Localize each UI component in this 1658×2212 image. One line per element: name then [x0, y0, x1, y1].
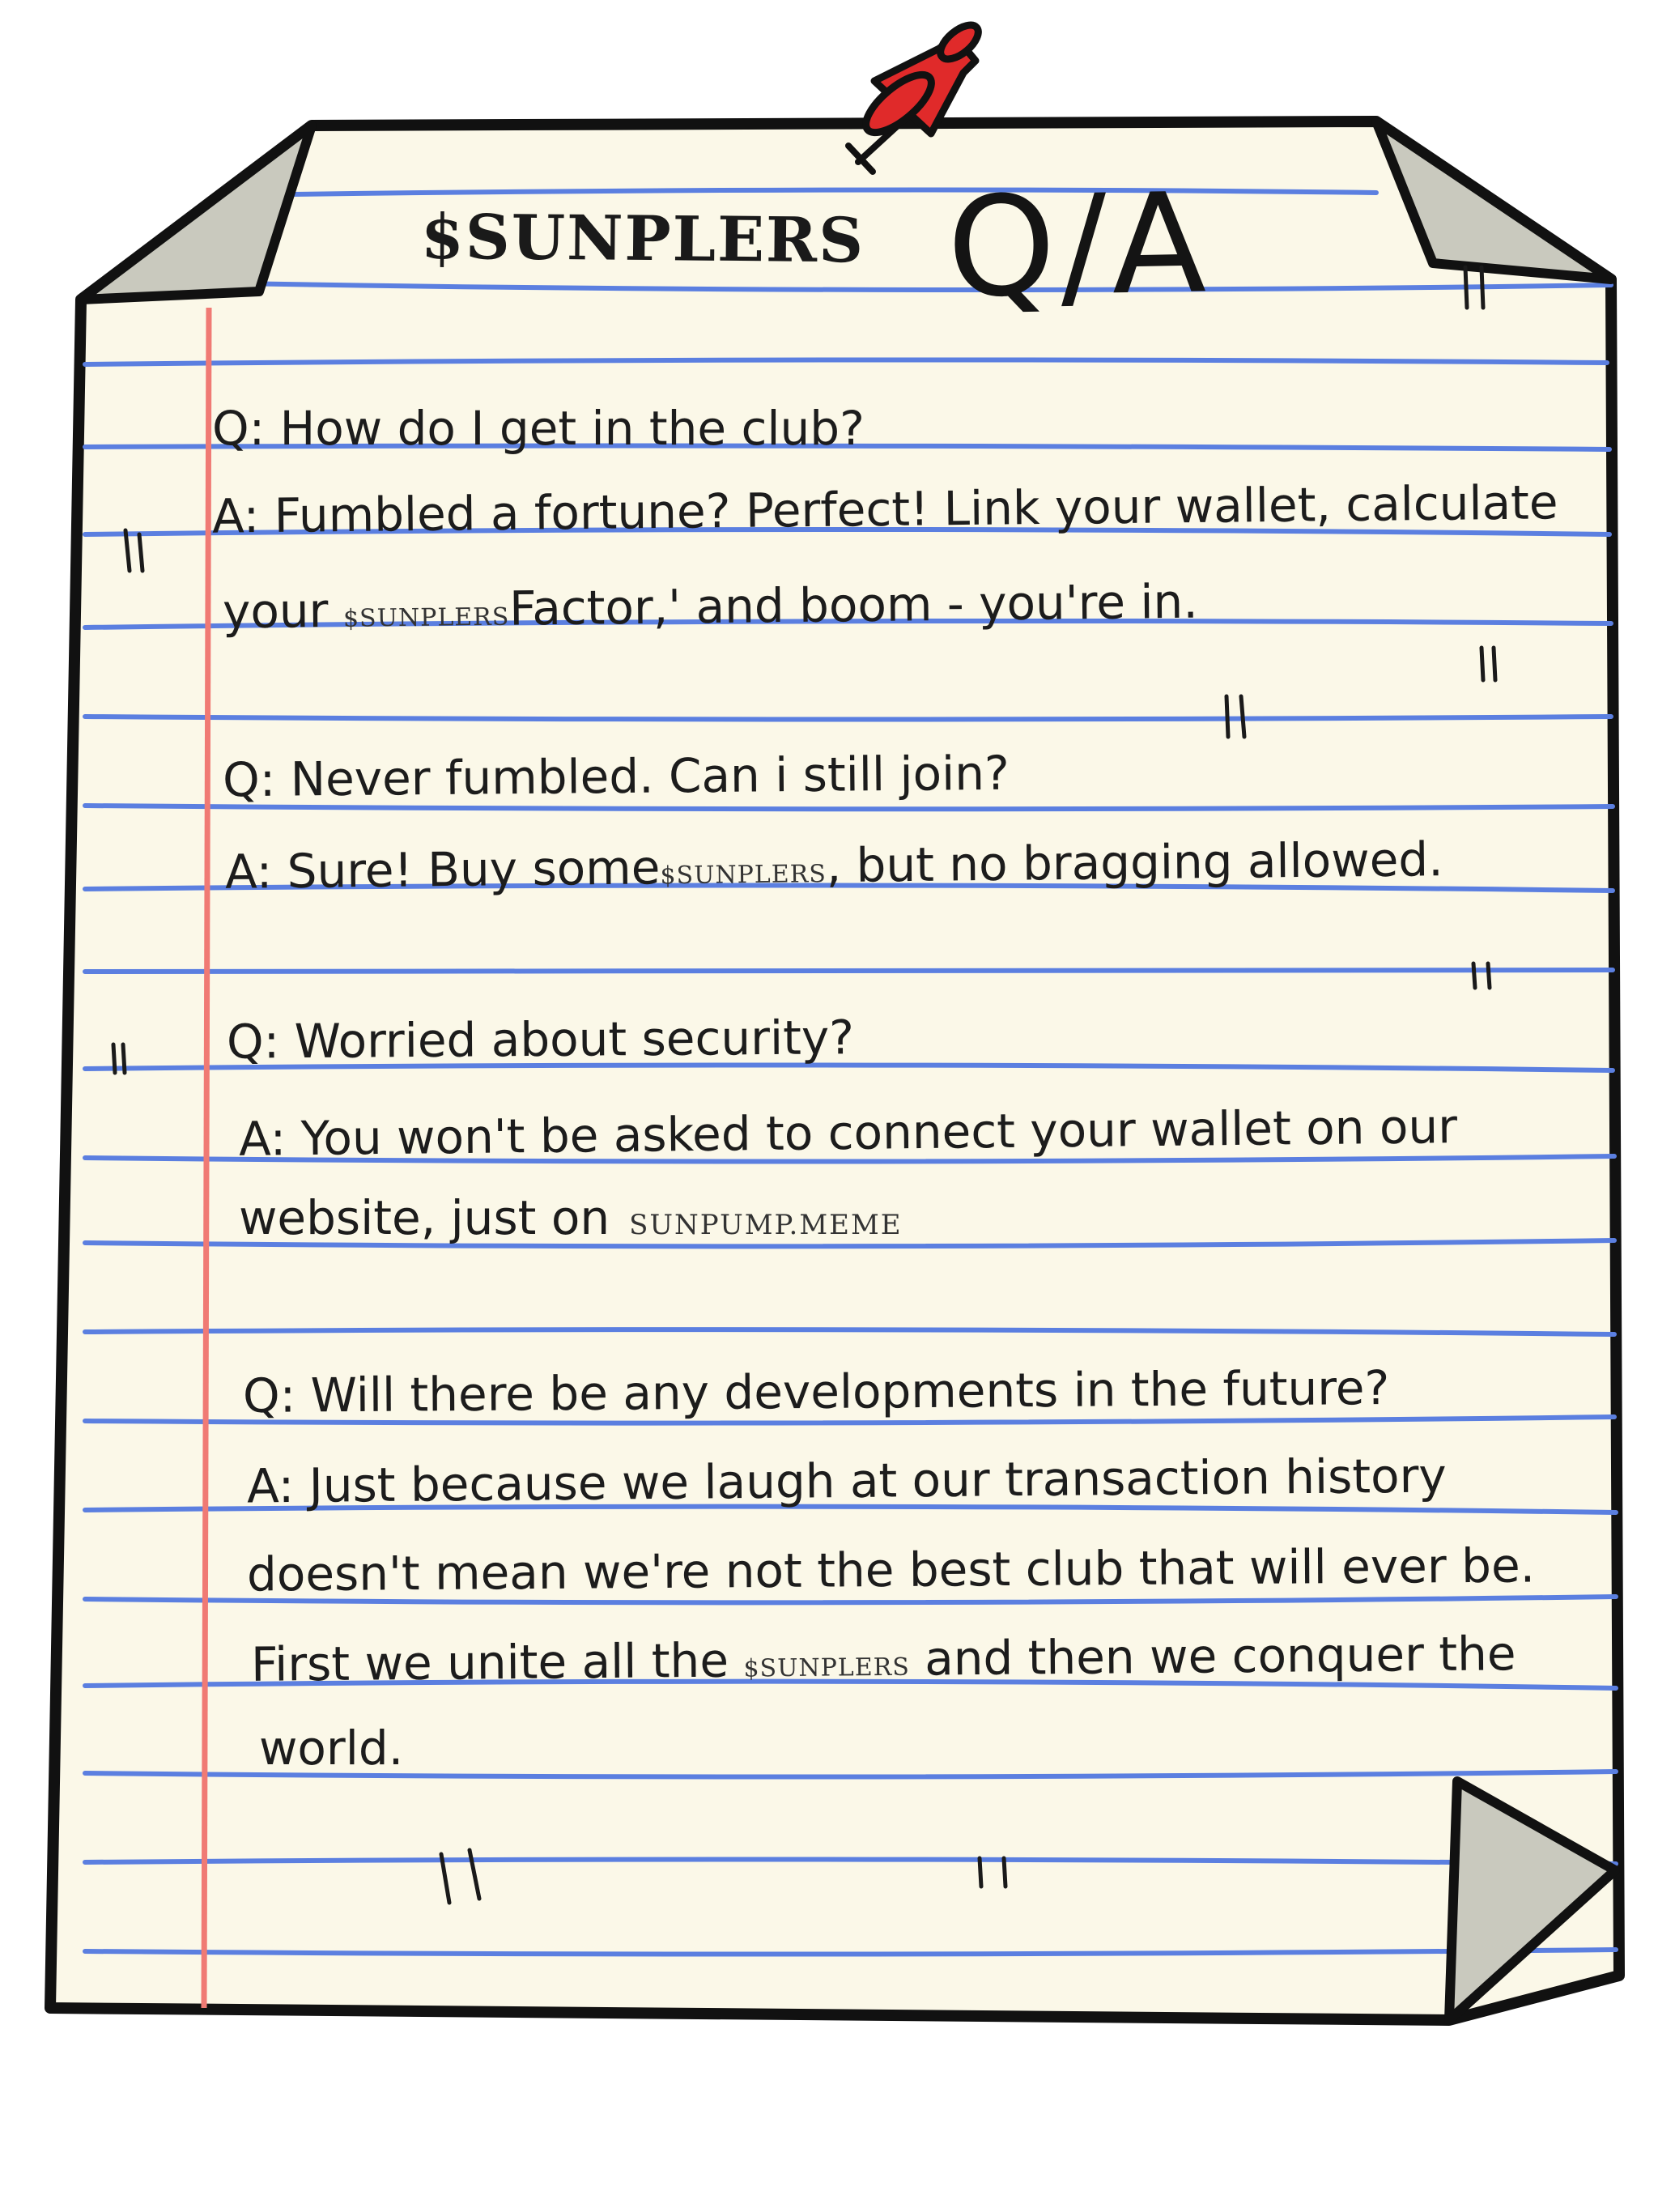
title-brand: $SUNPLERS — [420, 200, 865, 277]
sunplers-token: $SUNPLERS — [342, 602, 510, 633]
answer-2-pre: A: Sure! Buy some — [224, 840, 661, 900]
answer-1-line-1: A: Fumbled a fortune? Perfect! Link your wallet, calculate — [211, 474, 1558, 544]
question-3: Q: Worried about security? — [226, 1010, 855, 1070]
title-qa: Q/A — [946, 164, 1213, 329]
answer-3-line-2-pre: website, just on — [239, 1190, 610, 1245]
answer-4-line-1: A: Just because we laugh at our transaction history — [246, 1448, 1447, 1514]
answer-2 — [224, 832, 1443, 900]
question-1: Q: How do I get in the club? — [212, 401, 865, 456]
answer-1-line-2-pre: your — [222, 582, 329, 640]
answer-2-post: , but no bragging allowed. — [826, 832, 1443, 894]
sunplers-token: $SUNPLERS — [743, 1653, 910, 1683]
question-2: Q: Never fumbled. Can i still join? — [222, 745, 1010, 808]
sunplers-token: $SUNPLERS — [660, 860, 827, 891]
answer-4-line-3-pre: First we unite all the — [250, 1632, 729, 1692]
answer-4-line-4: world. — [259, 1721, 404, 1776]
answer-4-line-3-post: and then we conquer the — [924, 1626, 1516, 1687]
answer-3-line-2 — [239, 1190, 903, 1245]
answer-3-line-1: A: You won't be asked to connect your wallet on our — [238, 1099, 1458, 1167]
answer-4-line-2: doesn't mean we're not the best club that will ever be. — [246, 1538, 1536, 1602]
question-4: Q: Will there be any developments in the future? — [242, 1360, 1390, 1423]
answer-1-line-2 — [222, 573, 1199, 640]
answer-4-line-3 — [250, 1626, 1516, 1692]
sunpump-link[interactable]: SUNPUMP.MEME — [629, 1209, 903, 1241]
answer-1-line-2-post: Factor,' and boom - you're in. — [508, 573, 1199, 636]
